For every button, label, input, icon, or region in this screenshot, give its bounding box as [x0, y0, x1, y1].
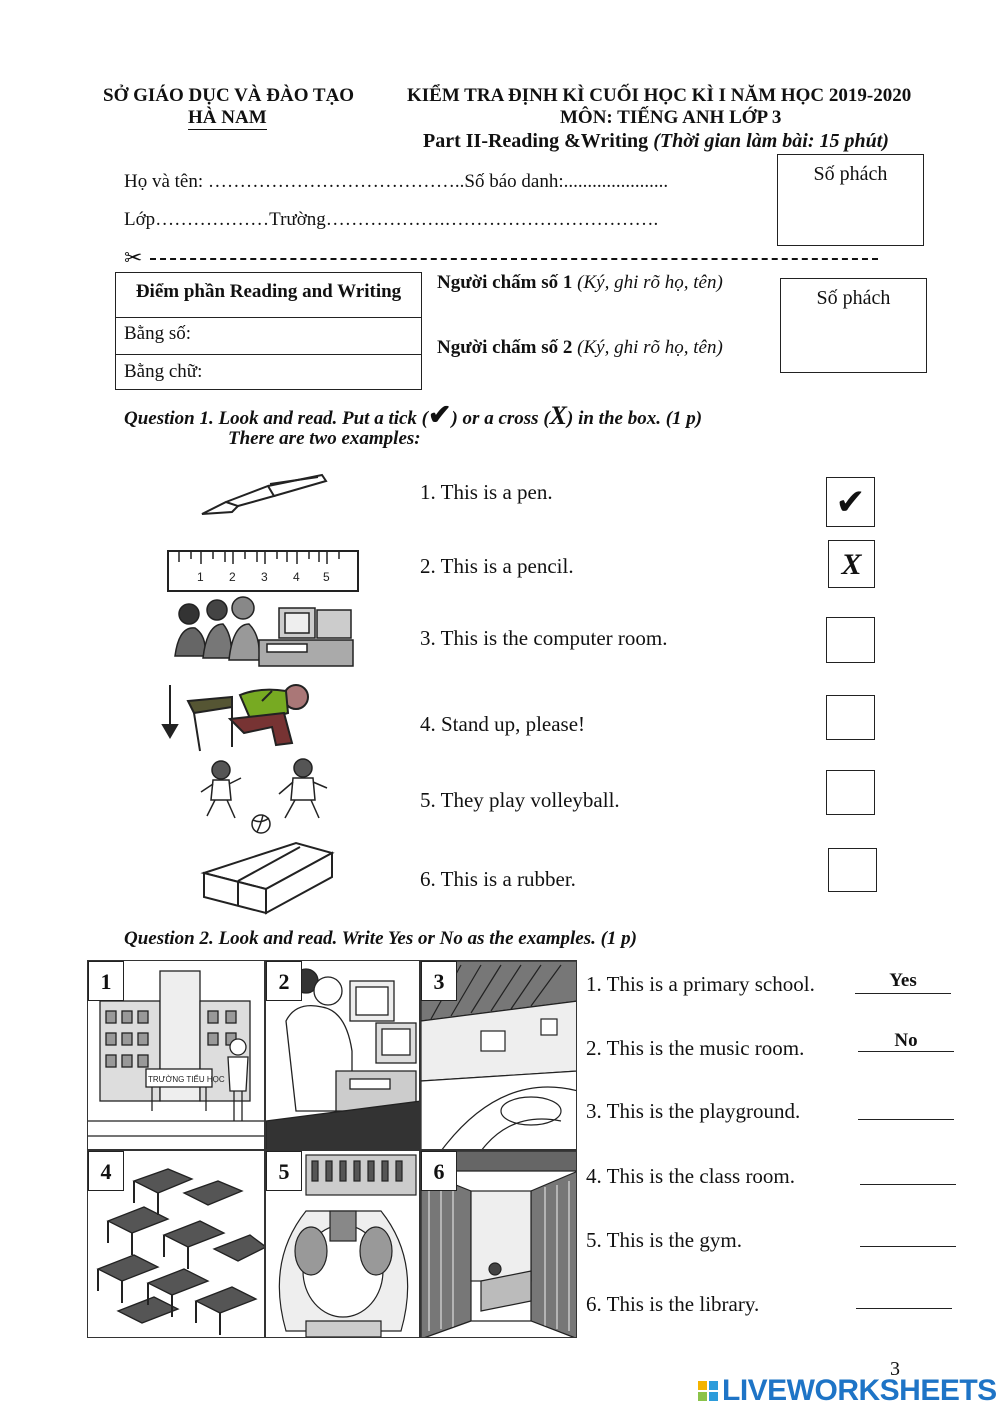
time-label: (Thời gian làm bài: 15 phút)	[653, 130, 889, 152]
q2-picture-1	[87, 960, 265, 1150]
q1-item-6: 6. This is a rubber.	[420, 867, 576, 891]
q1-answer-box-6[interactable]	[828, 848, 877, 892]
liveworksheets-logo	[698, 1374, 997, 1408]
page-number: 3	[890, 1358, 900, 1380]
q2-answer-1[interactable]: Yes	[855, 970, 951, 994]
grader2-line	[437, 337, 723, 359]
q1-item-3: 3. This is the computer room.	[420, 626, 668, 650]
volleyball-picture	[195, 758, 335, 836]
cross-icon: X	[549, 401, 567, 430]
grader2-label: Người chấm số 2	[437, 337, 573, 358]
stand-up-picture	[160, 683, 355, 755]
school-sign-text: TRƯỜNG TIỂU HỌC	[148, 1075, 225, 1084]
q2-picture-2	[265, 960, 420, 1150]
q1-answer-box-5[interactable]	[826, 770, 875, 815]
pen-picture	[198, 472, 328, 520]
q2-picture-4	[87, 1150, 265, 1338]
q2-answer-3[interactable]	[858, 1097, 954, 1120]
q1-answer-box-1[interactable]: ✔	[826, 477, 875, 527]
brand-text: LIVEWORKSHEETS	[722, 1374, 997, 1407]
q2-answer-2[interactable]: No	[858, 1030, 954, 1052]
q1-item-1: 1. This is a pen.	[420, 480, 553, 504]
q1-answer-box-4[interactable]	[826, 695, 875, 740]
score-heading: Điểm phần Reading and Writing	[116, 273, 421, 318]
q2-answer-4[interactable]	[860, 1162, 956, 1185]
q1-answer-box-2[interactable]: X	[828, 540, 875, 588]
grader1-note: (Ký, ghi rõ họ, tên)	[577, 272, 723, 293]
q1-item-5: 5. They play volleyball.	[420, 788, 620, 812]
name-line[interactable]: Họ và tên: …………………………………..Số báo danh:......................	[124, 171, 669, 192]
q2-answer-6[interactable]	[856, 1286, 952, 1309]
dept-line2: HÀ NAM	[188, 107, 267, 128]
part-label: Part II-Reading &Writing	[423, 130, 649, 152]
grader2-note: (Ký, ghi rõ họ, tên)	[577, 337, 723, 358]
so-phach-label-bottom: Số phách	[816, 287, 891, 309]
ruler-number: 5	[323, 570, 330, 584]
q2-item-4: 4. This is the class room.	[586, 1164, 796, 1188]
picture-number: 1	[88, 961, 124, 1001]
cut-line	[150, 258, 878, 260]
q2-item-2: 2. This is the music room.	[586, 1036, 805, 1060]
q2-picture-5	[265, 1150, 420, 1338]
picture-number: 4	[88, 1151, 124, 1191]
subject-line: MÔN: TIẾNG ANH LỚP 3	[560, 107, 782, 128]
class-line[interactable]: Lớp………………Trường……………….…………………………….	[124, 209, 659, 230]
q2-title: Question 2. Look and read. Write Yes or No as the examples. (1 p)	[124, 928, 638, 949]
ruler-number: 1	[197, 570, 204, 584]
ruler-number: 2	[229, 570, 236, 584]
q1-subtitle: There are two examples:	[228, 428, 421, 449]
logo-icon	[698, 1381, 718, 1401]
score-by-word[interactable]: Bằng chữ:	[124, 361, 203, 382]
so-phach-box-top	[777, 154, 924, 246]
q1-item-2: 2. This is a pencil.	[420, 554, 574, 578]
q1-title: Question 1. Look and read. Put a tick (✔) or a cross (X) in the box. (1 p)	[124, 400, 703, 431]
dept-line1: SỞ GIÁO DỤC VÀ ĐÀO TẠO	[103, 85, 355, 106]
scissors-icon: ✂	[124, 245, 143, 270]
grader1-label: Người chấm số 1	[437, 272, 573, 293]
picture-number: 6	[421, 1151, 457, 1191]
ruler-number: 3	[261, 570, 268, 584]
q1-item-4: 4. Stand up, please!	[420, 712, 586, 736]
so-phach-box-bottom	[780, 278, 927, 373]
q2-picture-6	[420, 1150, 577, 1338]
score-by-number[interactable]: Bằng số:	[124, 323, 192, 344]
q2-picture-3	[420, 960, 577, 1150]
ruler-picture	[167, 550, 359, 592]
q2-item-5: 5. This is the gym.	[586, 1228, 742, 1252]
q2-answer-5[interactable]	[860, 1224, 956, 1247]
picture-number: 2	[266, 961, 302, 1001]
picture-number: 5	[266, 1151, 302, 1191]
picture-number: 3	[421, 961, 457, 1001]
grader1-line	[437, 272, 723, 294]
part-line	[423, 130, 889, 153]
q2-item-1: 1. This is a primary school.	[586, 972, 815, 996]
exam-title: KIỂM TRA ĐỊNH KÌ CUỐI HỌC KÌ I NĂM HỌC 2019-2020	[407, 85, 912, 106]
q2-item-3: 3. This is the playground.	[586, 1099, 801, 1123]
score-table	[115, 272, 422, 390]
q1-answer-box-3[interactable]	[826, 617, 875, 663]
so-phach-label-top: Số phách	[813, 163, 888, 185]
ruler-number: 4	[293, 570, 300, 584]
tick-icon: ✔	[428, 400, 452, 431]
q2-item-6: 6. This is the library.	[586, 1292, 760, 1316]
rubber-picture	[200, 837, 336, 915]
computer-room-picture	[167, 596, 355, 670]
